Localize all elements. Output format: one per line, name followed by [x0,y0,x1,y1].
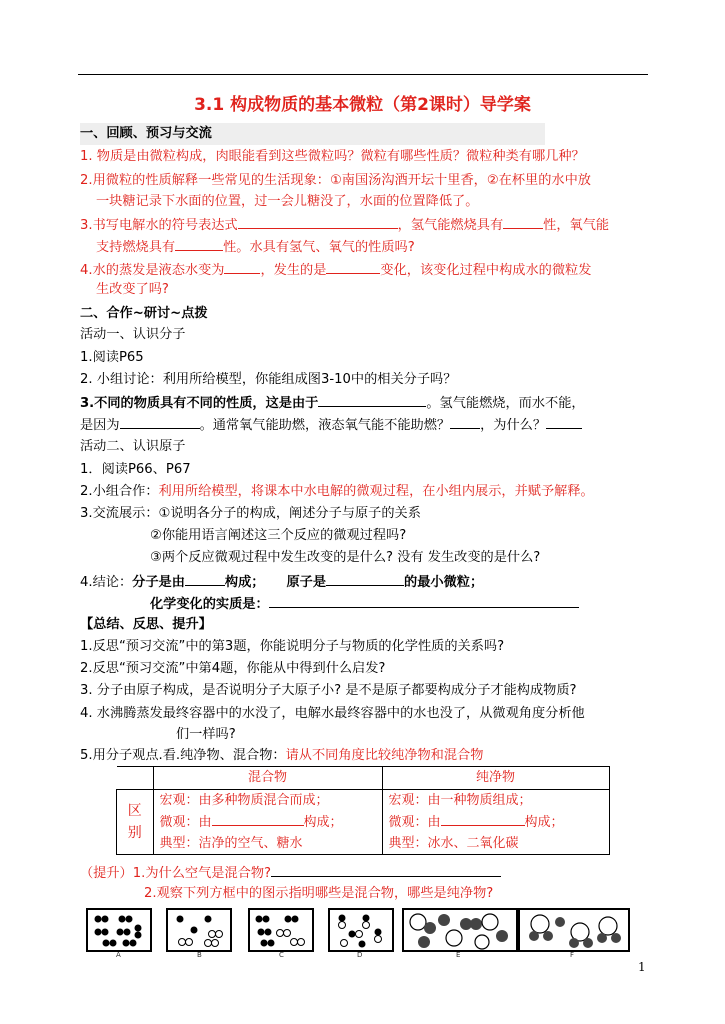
a1-3-text-b: 。氢气能燃烧，而水不能， [426,396,585,411]
summary-item-3: 3. 分子由原子构成，是否说明分子大原子小? 是不是原子都要构成分子才能构成物质? [80,683,577,698]
table-header-pure: 纯净物 [382,767,609,790]
box-label-d: D [357,951,363,959]
activity-2-heading: 活动二、认识原子 [80,439,186,454]
summary-item-4-line-2: 们一样吗? [176,727,236,742]
activity-2-item-2 [80,482,594,502]
particle-box-f [518,908,630,952]
a2-4-blank-molecule[interactable] [185,571,225,586]
section-1-heading: 一、回顾、预习与交流 [80,126,212,141]
a2-4-text-e: 化学变化的实质是： [150,597,269,612]
q4-text-a: 4.水的蒸发是液态水变为 [80,263,225,278]
question-3-line-2 [96,236,415,258]
a1-3-blank-reason[interactable] [318,392,426,407]
q3-blank-property-1[interactable] [503,214,543,229]
box-label-c: C [279,951,284,959]
a2-2-task: 利用所给模型，将课本中水电解的微观过程，在小组内展示，并赋予解释。 [158,484,594,499]
page-title: 3.1 构成物质的基本微粒（第2课时）导学案 [194,95,531,115]
a1-3-blank-why[interactable] [546,414,582,429]
activity-2-item-3b: ②你能用语言阐述这三个反应的微观过程吗? [150,528,407,543]
pure-micro: 微观：由 构成； [389,811,603,833]
particle-diagram-b [168,910,230,950]
q3-text-b: ，氢气能燃烧具有 [397,218,504,233]
box-label-a: A [116,951,121,959]
activity-2-item-3c: ③两个反应微观过程中发生改变的是什么? 没有 发生改变的是什么? [150,550,541,565]
summary-item-5 [80,746,483,766]
q4-text-b: ，发生的是 [260,263,327,278]
pure-typical: 典型：冰水、二氧化碳 [388,836,519,851]
a1-3-text-c: 是因为 [80,418,120,433]
mixture-macro: 宏观：由多种物质混合而成； [159,793,329,808]
activity-2-item-1: 1．阅读P66、P67 [80,462,191,477]
particle-diagram-f [520,910,628,950]
particle-diagram-e [404,910,516,950]
a2-4-text-c: 原子是 [286,575,327,590]
a1-3-text-d: 。通常氧气能助燃，液态氧气能不能助燃？ [199,418,451,433]
table-corner [117,767,154,790]
q4-blank-change[interactable] [326,259,380,274]
q3-blank-equation[interactable] [238,214,398,229]
table-cell-pure [382,790,609,855]
a1-3-blank-answer[interactable] [450,414,480,429]
a2-4-label: 4.结论： [80,575,133,590]
table-header-mixture: 混合物 [153,767,382,790]
pure-macro: 宏观：由一种物质组成； [388,793,532,808]
summary-item-4-line-1: 4. 水沸腾蒸发最终容器中的水没了，电解水最终容器中的水也没了，从微观角度分析他 [80,706,585,721]
extension-item-1 [80,862,501,884]
a2-4-blank-essence[interactable] [269,593,579,608]
question-2-line-2: 一块糖记录下水面的位置，过一会儿糖没了，水面的位置降低了。 [96,194,479,209]
up1-blank[interactable] [271,862,501,877]
a2-4-blank-atom[interactable] [326,571,404,586]
summary-item-2: 2.反思“预习交流”中第4题，你能从中得到什么启发? [80,661,386,676]
activity-1-item-3-line-2 [80,414,582,436]
box-label-e: E [456,951,461,959]
activity-2-item-3a: 3.交流展示：①说明各分子的构成，阐述分子与原子的关系 [80,506,421,521]
activity-1-heading: 活动一、认识分子 [80,327,186,342]
a1-3-blank-because[interactable] [120,414,200,429]
header-rule [78,74,648,75]
a2-2-prefix: 2.小组合作： [80,484,159,499]
section-3-heading: 【总结、反思、提升】 [80,617,212,632]
pure-micro-blank[interactable] [441,811,525,826]
activity-2-conclusion-line-1 [80,571,483,593]
q3-text-e: 性。水具有氢气、氧气的性质吗? [223,240,415,255]
summary-item-1: 1.反思“预习交流”中的第3题，你能说明分子与物质的化学性质的关系吗? [80,639,505,654]
extension-item-2: 2.观察下列方框中的图示指明哪些是混合物，哪些是纯净物? [144,886,494,901]
comparison-table [116,766,610,855]
q3-text-d: 支持燃烧具有 [96,240,176,255]
q4-text-c: 变化，该变化过程中构成水的微粒发 [380,263,592,278]
activity-1-item-3-line-1 [80,392,585,414]
box-label-f: F [570,951,575,959]
a1-3-text-e: ，为什么？ [480,418,547,433]
table-cell-mixture [153,790,382,855]
q3-text-a: 3.书写电解水的符号表达式 [80,218,238,233]
table-row-label [117,790,154,855]
question-2-line-1: 2.用微粒的性质解释一些常见的生活现象：①南国汤沟酒开坛十里香，②在杯里的水中放 [80,173,591,188]
particle-box-d [328,908,394,952]
row-label-char-1: 区 [127,803,142,819]
question-3-line-1 [80,214,609,236]
a2-4-text-b: 构成； [224,575,265,590]
mixture-micro: 微观：由 构成； [160,811,376,833]
q3-text-c: 性，氧气能 [543,218,610,233]
row-label-char-2: 别 [127,825,142,841]
a2-4-text-d: 的最小微粒； [404,575,484,590]
s5-text-a: 5.用分子观点.看.纯净物、混合物： [80,748,286,763]
question-4-line-1 [80,259,591,281]
s5-text-b: 请从不同角度比较纯净物和混合物 [285,748,484,763]
question-1: 1. 物质是由微粒构成，肉眼能看到这些微粒吗？微粒有哪些性质？微粒种类有哪几种？ [80,149,585,164]
particle-box-a [86,908,152,952]
mixture-typical: 典型：洁净的空气、糖水 [159,836,303,851]
a1-3-text-a: 3.不同的物质具有不同的性质，这是由于 [80,396,319,411]
activity-1-item-1: 1.阅读P65 [80,350,144,365]
particle-box-b [166,908,232,952]
particle-diagram-d [330,910,392,950]
particle-box-c [248,908,314,952]
question-4-line-2: 生改变了吗? [96,282,169,297]
mixture-micro-blank[interactable] [212,811,304,826]
particle-diagram-c [250,910,312,950]
activity-2-conclusion-line-2 [150,593,579,615]
box-label-b: B [197,951,202,959]
q4-blank-state[interactable] [224,259,260,274]
particle-box-e [402,908,518,952]
activity-1-item-2: 2. 小组讨论：利用所给模型，你能组成图3-10中的相关分子吗？ [80,372,457,387]
page-number: 1 [638,960,646,974]
section-2-heading: 二、合作~研讨~点拨 [80,306,208,321]
up1-text: （提升）1.为什么空气是混合物? [80,866,272,881]
q3-blank-property-2[interactable] [175,236,223,251]
particle-diagram-a [88,910,150,950]
a2-4-text-a: 分子是由 [132,575,185,590]
